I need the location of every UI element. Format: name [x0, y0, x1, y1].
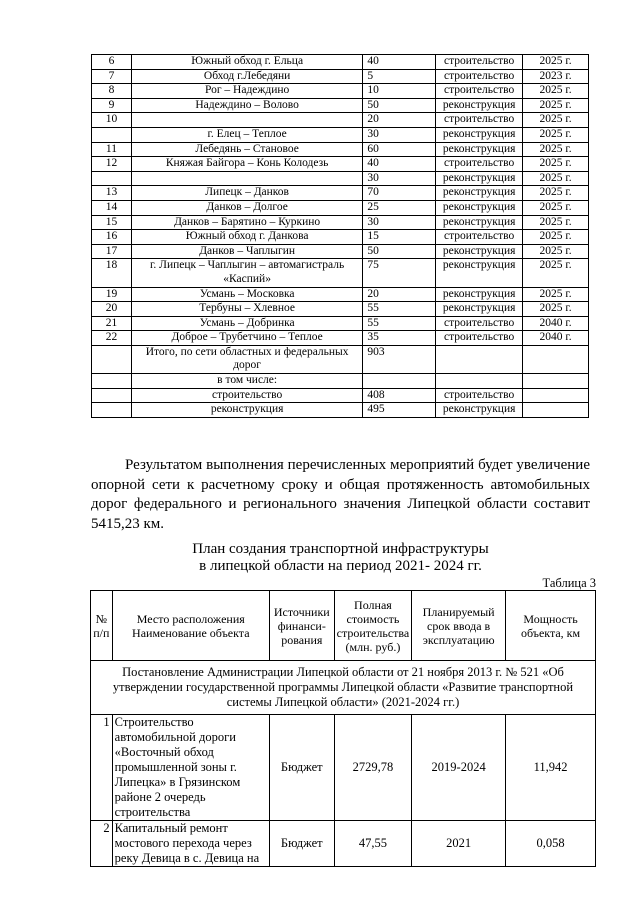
table-cell-year: 2025 г.	[523, 200, 589, 215]
table-cell-type: строительство	[436, 316, 523, 331]
table-cell-type: реконструкция	[436, 171, 523, 186]
table-cell-year: 2025 г.	[523, 230, 589, 245]
table-cell-term: 2019-2024	[412, 715, 506, 821]
table-cell-road: г. Елец – Теплое	[131, 127, 362, 142]
table-cell-len: 50	[363, 244, 436, 259]
table-cell-type: строительство	[436, 331, 523, 346]
table-cell-road: строительство	[131, 388, 362, 403]
table-cell-type	[436, 374, 523, 389]
table-cell-road: Тербуны – Хлевное	[131, 302, 362, 317]
table-cell-len: 70	[363, 186, 436, 201]
table-cell-num: 6	[92, 55, 132, 70]
table-row	[92, 331, 589, 346]
table-cell-road: Южный обход г. Данкова	[131, 230, 362, 245]
table-cell-len: 55	[363, 316, 436, 331]
table-cell-type: реконструкция	[436, 200, 523, 215]
table-cell-type: строительство	[436, 230, 523, 245]
table-cell-year	[523, 374, 589, 389]
table-cell-year	[523, 403, 589, 418]
table-cell-year	[523, 388, 589, 403]
table-cell-len: 495	[363, 403, 436, 418]
table-cell-type	[436, 345, 523, 373]
table-row	[92, 142, 589, 157]
paragraph-line: 5415,23 км.	[91, 515, 165, 532]
table-cell-num: 20	[92, 302, 132, 317]
table-cell-year: 2025 г.	[523, 84, 589, 99]
table-cell-year: 2025 г.	[523, 157, 589, 172]
table-cell-num: 14	[92, 200, 132, 215]
table-cell-road: Усмань – Добринка	[131, 316, 362, 331]
table-cell-type: реконструкция	[436, 215, 523, 230]
table-cell-name: Капитальный ремонт мостового перехода через реку Девица в с. Девица на	[112, 821, 269, 867]
table-row	[92, 403, 589, 418]
table-cell-year: 2025 г.	[523, 302, 589, 317]
table-cell-len: 408	[363, 388, 436, 403]
table-cell-num	[92, 171, 132, 186]
table-cell-type: строительство	[436, 388, 523, 403]
table-cell-road: Данков – Долгое	[131, 200, 362, 215]
table-cell-num: 17	[92, 244, 132, 259]
table-cell-year: 2040 г.	[523, 331, 589, 346]
table-cell-road: Обход г.Лебедяни	[131, 69, 362, 84]
table-cell-num: 11	[92, 142, 132, 157]
table-cell-num: 8	[92, 84, 132, 99]
table-cell-type: строительство	[436, 55, 523, 70]
plan-title-line2: в липецкой области на период 2021- 2024 гг.	[199, 558, 482, 574]
table-cell-year: 2025 г.	[523, 287, 589, 302]
table-cell-num: 10	[92, 113, 132, 128]
table-cell-len: 60	[363, 142, 436, 157]
header-term: Планируемый срок ввода в эксплуатацию	[412, 591, 506, 661]
table-cell-road	[131, 171, 362, 186]
table-row	[92, 200, 589, 215]
table-cell-year: 2025 г.	[523, 142, 589, 157]
table-cell-term: 2021	[412, 821, 506, 867]
table-cell-len: 20	[363, 113, 436, 128]
table-cell-type: строительство	[436, 69, 523, 84]
table-row	[92, 244, 589, 259]
table-cell-len: 5	[363, 69, 436, 84]
table-cell-power: 0,058	[506, 821, 596, 867]
table-cell-len: 40	[363, 157, 436, 172]
table-cell-len: 30	[363, 127, 436, 142]
table-cell-road: Южный обход г. Ельца	[131, 55, 362, 70]
header-cost: Полная стоимость строительства (млн. руб.)	[334, 591, 412, 661]
table-cell-num: 16	[92, 230, 132, 245]
table-cell-type: реконструкция	[436, 127, 523, 142]
table-cell-type: строительство	[436, 113, 523, 128]
table-cell-num: 7	[92, 69, 132, 84]
table-cell-num	[92, 345, 132, 373]
table-cell-num	[92, 403, 132, 418]
table-cell-len: 35	[363, 331, 436, 346]
table-cell-num: 21	[92, 316, 132, 331]
table-cell-road	[131, 113, 362, 128]
table-cell-len: 903	[363, 345, 436, 373]
table-cell-type: реконструкция	[436, 259, 523, 287]
table-cell-road: Княжая Байгора – Конь Колодезь	[131, 157, 362, 172]
table-cell-name: Строительство автомобильной дороги «Восточный обход промышленной зоны г. Липецка» в Грязинском районе 2 очередь строительства	[112, 715, 269, 821]
table-cell-num: 19	[92, 287, 132, 302]
table-cell-num: 1	[91, 715, 113, 821]
table-cell-road: Данков – Чаплыгин	[131, 244, 362, 259]
table-row	[92, 171, 589, 186]
table-cell-num: 15	[92, 215, 132, 230]
table-cell-road: Доброе – Трубетчино – Теплое	[131, 331, 362, 346]
table-cell-road: Рог – Надеждино	[131, 84, 362, 99]
table-cell-road: Липецк – Данков	[131, 186, 362, 201]
table-cell-num	[92, 388, 132, 403]
table-cell-len	[363, 374, 436, 389]
table-cell-year: 2040 г.	[523, 316, 589, 331]
table-row	[92, 230, 589, 245]
table-cell-len: 30	[363, 215, 436, 230]
table-cell-year	[523, 345, 589, 373]
table-row	[92, 55, 589, 70]
table-label: Таблица 3	[542, 576, 596, 590]
table-cell-len: 40	[363, 55, 436, 70]
table-cell-type: реконструкция	[436, 302, 523, 317]
table-row	[92, 127, 589, 142]
table-cell-road: Итого, по сети областных и федеральных дорог	[131, 345, 362, 373]
header-place: Место расположения Наименование объекта	[112, 591, 269, 661]
table-row	[92, 69, 589, 84]
table-row	[92, 157, 589, 172]
infrastructure-plan-table	[90, 590, 596, 867]
plan-title-line1: План создания транспортной инфраструктуры	[192, 541, 489, 557]
result-paragraph	[91, 456, 590, 534]
table-cell-type: реконструкция	[436, 244, 523, 259]
table-cell-type: реконструкция	[436, 142, 523, 157]
table-cell-cost: 2729,78	[334, 715, 412, 821]
table-cell-road: в том числе:	[131, 374, 362, 389]
table-cell-road: г. Липецк – Чаплыгин – автомагистраль «Каспий»	[131, 259, 362, 287]
table-cell-num: 9	[92, 98, 132, 113]
table-cell-num	[92, 374, 132, 389]
table-cell-year: 2025 г.	[523, 55, 589, 70]
paragraph-line: Результатом выполнения перечисленных мероприятий будет увеличение	[125, 457, 590, 473]
table-row	[92, 98, 589, 113]
table-row	[92, 287, 589, 302]
roads-table	[91, 54, 589, 418]
table-cell-len: 55	[363, 302, 436, 317]
table-cell-len: 50	[363, 98, 436, 113]
table-row	[92, 259, 589, 287]
table-cell-source: Бюджет	[269, 715, 334, 821]
table-cell-len: 20	[363, 287, 436, 302]
table-cell-num	[92, 127, 132, 142]
table-cell-len: 30	[363, 171, 436, 186]
table-cell-road: реконструкция	[131, 403, 362, 418]
table-cell-num: 13	[92, 186, 132, 201]
table-row	[92, 84, 589, 99]
table-cell-source: Бюджет	[269, 821, 334, 867]
table-cell-year: 2025 г.	[523, 186, 589, 201]
table-cell-year: 2025 г.	[523, 259, 589, 287]
paragraph-line: дорог федерального и регионального значения Липецкой области составит	[91, 496, 590, 512]
table-row	[92, 113, 589, 128]
table-row	[92, 215, 589, 230]
table-row	[92, 345, 589, 373]
header-power: Мощность объекта, км	[506, 591, 596, 661]
table-cell-num: 2	[91, 821, 113, 867]
table-cell-cost: 47,55	[334, 821, 412, 867]
table-cell-road: Данков – Барятино – Куркино	[131, 215, 362, 230]
table-cell-type: реконструкция	[436, 403, 523, 418]
table-cell-num: 18	[92, 259, 132, 287]
table-cell-road: Надеждино – Волово	[131, 98, 362, 113]
table-row	[92, 374, 589, 389]
table-cell-year: 2025 г.	[523, 171, 589, 186]
header-num: № п/п	[91, 591, 113, 661]
table-cell-road: Усмань – Московка	[131, 287, 362, 302]
table-cell-type: реконструкция	[436, 186, 523, 201]
table-cell-len: 10	[363, 84, 436, 99]
table-cell-road: Лебедянь – Становое	[131, 142, 362, 157]
table-cell-num: 12	[92, 157, 132, 172]
paragraph-line: опорной сети к расчетному сроку и общая протяженность автомобильных	[91, 476, 590, 493]
table-cell-len: 15	[363, 230, 436, 245]
table-cell-type: строительство	[436, 84, 523, 99]
table-cell-num: 22	[92, 331, 132, 346]
table-cell-year: 2025 г.	[523, 98, 589, 113]
table-row	[92, 388, 589, 403]
table-cell-type: реконструкция	[436, 98, 523, 113]
header-source: Источники финанси-рования	[269, 591, 334, 661]
table-cell-year: 2025 г.	[523, 127, 589, 142]
table-cell-power: 11,942	[506, 715, 596, 821]
table-row	[92, 302, 589, 317]
section-title: Постановление Администрации Липецкой области от 21 ноября 2013 г. № 521 «Об утверждении государственной программы Липецкой области «Развитие транспортной системы Липецкой области» (2021-2024 гг.)	[91, 661, 596, 715]
table-cell-year: 2025 г.	[523, 113, 589, 128]
table-cell-year: 2025 г.	[523, 215, 589, 230]
table-cell-type: строительство	[436, 157, 523, 172]
table-cell-len: 75	[363, 259, 436, 287]
table-row	[92, 316, 589, 331]
table-cell-year: 2023 г.	[523, 69, 589, 84]
table-cell-year: 2025 г.	[523, 244, 589, 259]
table-row	[92, 186, 589, 201]
table-cell-type: реконструкция	[436, 287, 523, 302]
table-cell-len: 25	[363, 200, 436, 215]
